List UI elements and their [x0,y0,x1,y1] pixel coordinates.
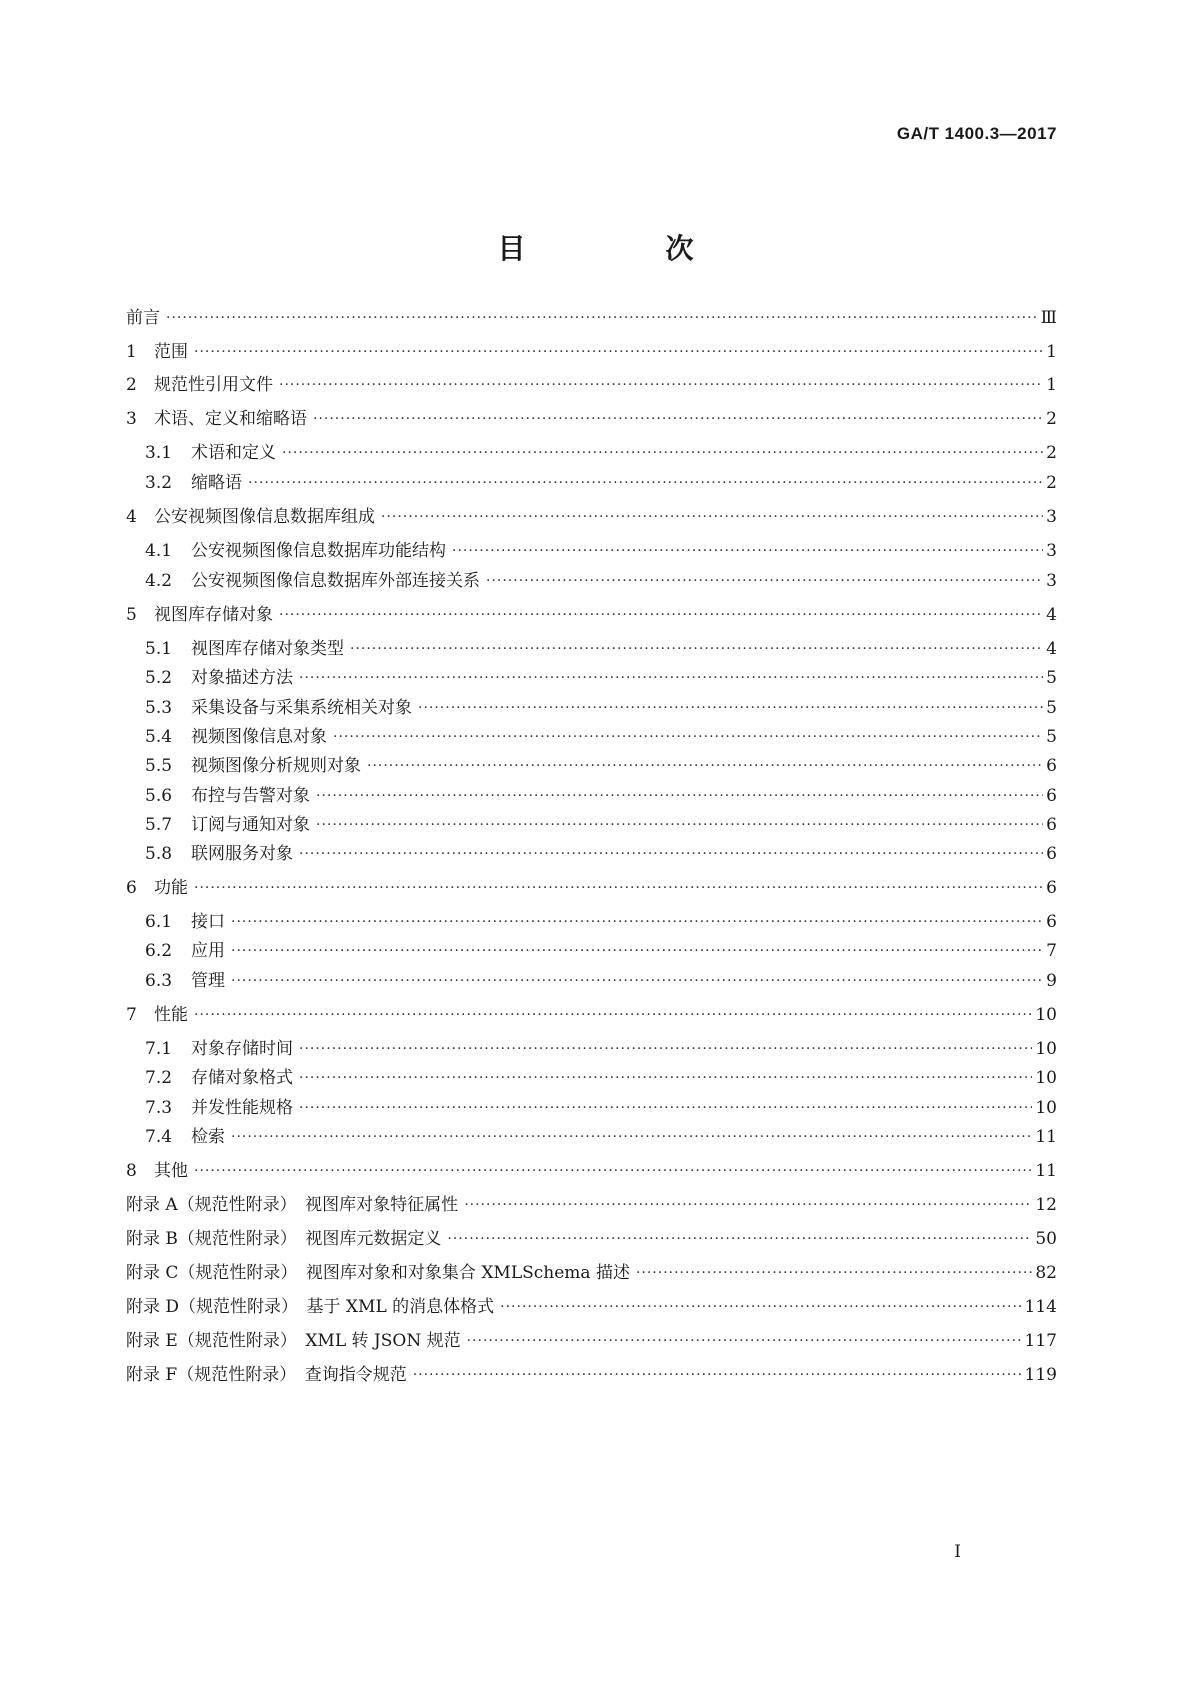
toc-entry-6-2[interactable] [145,939,1057,963]
toc-page: 1 [1046,375,1057,395]
toc-label: 缩略语 [191,473,242,493]
toc-label: 联网服务对象 [191,844,293,864]
toc-page: 6 [1046,844,1057,864]
toc-number: 4 [126,507,137,527]
toc-entry-7-3[interactable] [145,1096,1057,1120]
toc-leader [282,441,1043,465]
toc-number: 3.2 [145,473,173,493]
toc-page: 3 [1046,507,1057,527]
toc-page: 6 [1046,815,1057,835]
toc-number: 7 [126,1005,137,1025]
toc-number: 5.7 [145,815,173,835]
toc-number: 6 [126,878,137,898]
toc-leader [299,1037,1032,1061]
toc-number: 6.2 [145,941,173,961]
toc-page: 5 [1046,727,1057,747]
toc-number: 3 [126,409,137,429]
toc-page: 2 [1046,409,1057,429]
toc-number: 5.4 [145,727,173,747]
toc-label: 附录 A（规范性附录） 视图库对象特征属性 [126,1195,459,1215]
toc-page: 9 [1046,971,1057,991]
toc-entry-7-1[interactable] [145,1037,1057,1061]
toc-page: 11 [1035,1161,1057,1181]
toc-page: 1 [1046,342,1057,362]
toc-page: 6 [1046,878,1057,898]
toc-label: 公安视频图像信息数据库功能结构 [191,541,446,561]
toc-page: 117 [1024,1331,1057,1351]
toc-leader [413,1363,1022,1387]
toc-number: 5.3 [145,698,173,718]
toc-leader [316,784,1043,808]
toc-number: 7.2 [145,1068,173,1088]
toc-entry-foreword[interactable] [126,306,1057,330]
toc-label: 公安视频图像信息数据库外部连接关系 [191,571,480,591]
toc-page: 3 [1046,541,1057,561]
toc-entry-3-2[interactable] [145,471,1057,495]
page-number: I [954,1542,961,1562]
toc-label: 存储对象格式 [191,1068,293,1088]
toc-leader [333,725,1043,749]
toc-label: 附录 D（规范性附录） 基于 XML 的消息体格式 [126,1297,495,1317]
page-title: 目 次 [497,232,750,265]
toc-label: 范围 [154,342,188,362]
toc-leader [500,1295,1021,1319]
toc-number: 5.5 [145,756,173,776]
toc-leader [299,1096,1032,1120]
toc-page: 50 [1035,1229,1057,1249]
toc-label: 附录 B（规范性附录） 视图库元数据定义 [126,1229,442,1249]
toc-leader [166,306,1038,330]
toc-entry-3-1[interactable] [145,441,1057,465]
toc-page: 3 [1046,571,1057,591]
toc-leader [350,637,1043,661]
toc-page: 114 [1024,1297,1057,1317]
toc-entry-6-1[interactable] [145,910,1057,934]
toc-page: 5 [1046,668,1057,688]
toc-leader [248,471,1043,495]
toc-leader [464,1193,1032,1217]
toc-leader [231,910,1043,934]
toc-label: 接口 [191,912,225,932]
toc-entry-5-3[interactable] [145,696,1057,720]
toc-leader [447,1227,1032,1251]
toc-leader [367,754,1043,778]
toc-label: 功能 [154,878,188,898]
toc-page: 7 [1046,941,1057,961]
toc-leader [467,1329,1022,1353]
toc-leader [231,939,1043,963]
toc-number: 4.2 [145,571,173,591]
toc-leader [299,1066,1032,1090]
toc-entry-5-2[interactable] [145,666,1057,690]
toc-entry-6-3[interactable] [145,969,1057,993]
toc-number: 5.8 [145,844,173,864]
toc-leader [194,1003,1032,1027]
toc-label: 管理 [191,971,225,991]
toc-label: 术语和定义 [191,443,276,463]
toc-number: 5.2 [145,668,173,688]
toc-entry-1[interactable] [126,340,1057,364]
toc-number: 8 [126,1161,137,1181]
toc-leader [636,1261,1032,1285]
toc-label: 附录 E（规范性附录） XML 转 JSON 规范 [126,1331,461,1351]
toc-page: 82 [1035,1263,1057,1283]
toc-label: 并发性能规格 [191,1098,293,1118]
toc-entry-4[interactable] [126,505,1057,529]
toc-page: 4 [1046,605,1057,625]
toc-label: 对象存储时间 [191,1039,293,1059]
toc-page: 10 [1035,1005,1057,1025]
toc-label: 采集设备与采集系统相关对象 [191,698,412,718]
toc-number: 6.1 [145,912,173,932]
toc-number: 7.3 [145,1098,173,1118]
toc-leader [299,842,1043,866]
toc-number: 5.1 [145,639,173,659]
toc-page: 10 [1035,1068,1057,1088]
toc-entry-7[interactable] [126,1003,1057,1027]
toc-leader [194,340,1043,364]
toc-page: 10 [1035,1039,1057,1059]
toc-leader [299,666,1043,690]
toc-entry-5[interactable] [126,603,1057,627]
toc-page: 119 [1024,1365,1057,1385]
toc-label: 视图库存储对象 [154,605,273,625]
toc-page: 6 [1046,786,1057,806]
toc-entry-appendix-d[interactable] [126,1295,1057,1319]
toc-label: 视图库存储对象类型 [191,639,344,659]
toc-entry-2[interactable] [126,373,1057,397]
toc-leader [452,539,1043,563]
toc-entry-appendix-b[interactable] [126,1227,1057,1251]
toc-label: 术语、定义和缩略语 [154,409,307,429]
toc-page: 11 [1035,1127,1057,1147]
toc-label: 性能 [154,1005,188,1025]
toc-page: Ⅲ [1040,308,1057,328]
toc-entry-7-4[interactable] [145,1125,1057,1149]
toc-leader [486,569,1043,593]
toc-entry-appendix-c[interactable] [126,1261,1057,1285]
toc-entry-appendix-f[interactable] [126,1363,1057,1387]
toc-label: 公安视频图像信息数据库组成 [154,507,375,527]
toc-entry-5-8[interactable] [145,842,1057,866]
toc-leader [418,696,1043,720]
toc-leader [231,1125,1032,1149]
toc-label: 布控与告警对象 [191,786,310,806]
toc-label: 检索 [191,1127,225,1147]
toc-page: 5 [1046,698,1057,718]
toc-number: 4.1 [145,541,173,561]
toc-leader [279,603,1043,627]
toc-leader [194,876,1043,900]
toc-page: 6 [1046,756,1057,776]
toc-entry-appendix-e[interactable] [126,1329,1057,1353]
toc-leader [279,373,1043,397]
toc-leader [316,813,1043,837]
toc-leader [313,407,1043,431]
toc-page: 6 [1046,912,1057,932]
toc-entry-6[interactable] [126,876,1057,900]
toc-label: 对象描述方法 [191,668,293,688]
toc-leader [194,1159,1032,1183]
toc-entry-5-5[interactable] [145,754,1057,778]
toc-entry-8[interactable] [126,1159,1057,1183]
toc-number: 6.3 [145,971,173,991]
toc-page: 12 [1035,1195,1057,1215]
toc-label: 规范性引用文件 [154,375,273,395]
toc-page: 2 [1046,443,1057,463]
toc-number: 5 [126,605,137,625]
toc-leader [231,969,1043,993]
toc-entry-5-6[interactable] [145,784,1057,808]
toc-label: 其他 [154,1161,188,1181]
toc-entry-5-1[interactable] [145,637,1057,661]
toc-page: 2 [1046,473,1057,493]
toc-number: 2 [126,375,137,395]
toc-page: 10 [1035,1098,1057,1118]
toc-label: 附录 C（规范性附录） 视图库对象和对象集合 XMLSchema 描述 [126,1263,630,1283]
toc-number: 1 [126,342,137,362]
toc-number: 7.4 [145,1127,173,1147]
toc-label: 视频图像分析规则对象 [191,756,361,776]
toc-entry-4-1[interactable] [145,539,1057,563]
toc-entry-appendix-a[interactable] [126,1193,1057,1217]
toc-entry-5-4[interactable] [145,725,1057,749]
toc-entry-5-7[interactable] [145,813,1057,837]
toc-page: 4 [1046,639,1057,659]
toc-entry-4-2[interactable] [145,569,1057,593]
toc-number: 5.6 [145,786,173,806]
toc-label: 视频图像信息对象 [191,727,327,747]
toc-label: 订阅与通知对象 [191,815,310,835]
toc-label: 附录 F（规范性附录） 查询指令规范 [126,1365,407,1385]
toc-number: 3.1 [145,443,173,463]
toc-leader [381,505,1043,529]
toc-number: 7.1 [145,1039,173,1059]
toc-entry-3[interactable] [126,407,1057,431]
toc-label: 前言 [126,308,160,328]
standard-code: GA/T 1400.3—2017 [896,124,1057,143]
toc-entry-7-2[interactable] [145,1066,1057,1090]
toc-label: 应用 [191,941,225,961]
